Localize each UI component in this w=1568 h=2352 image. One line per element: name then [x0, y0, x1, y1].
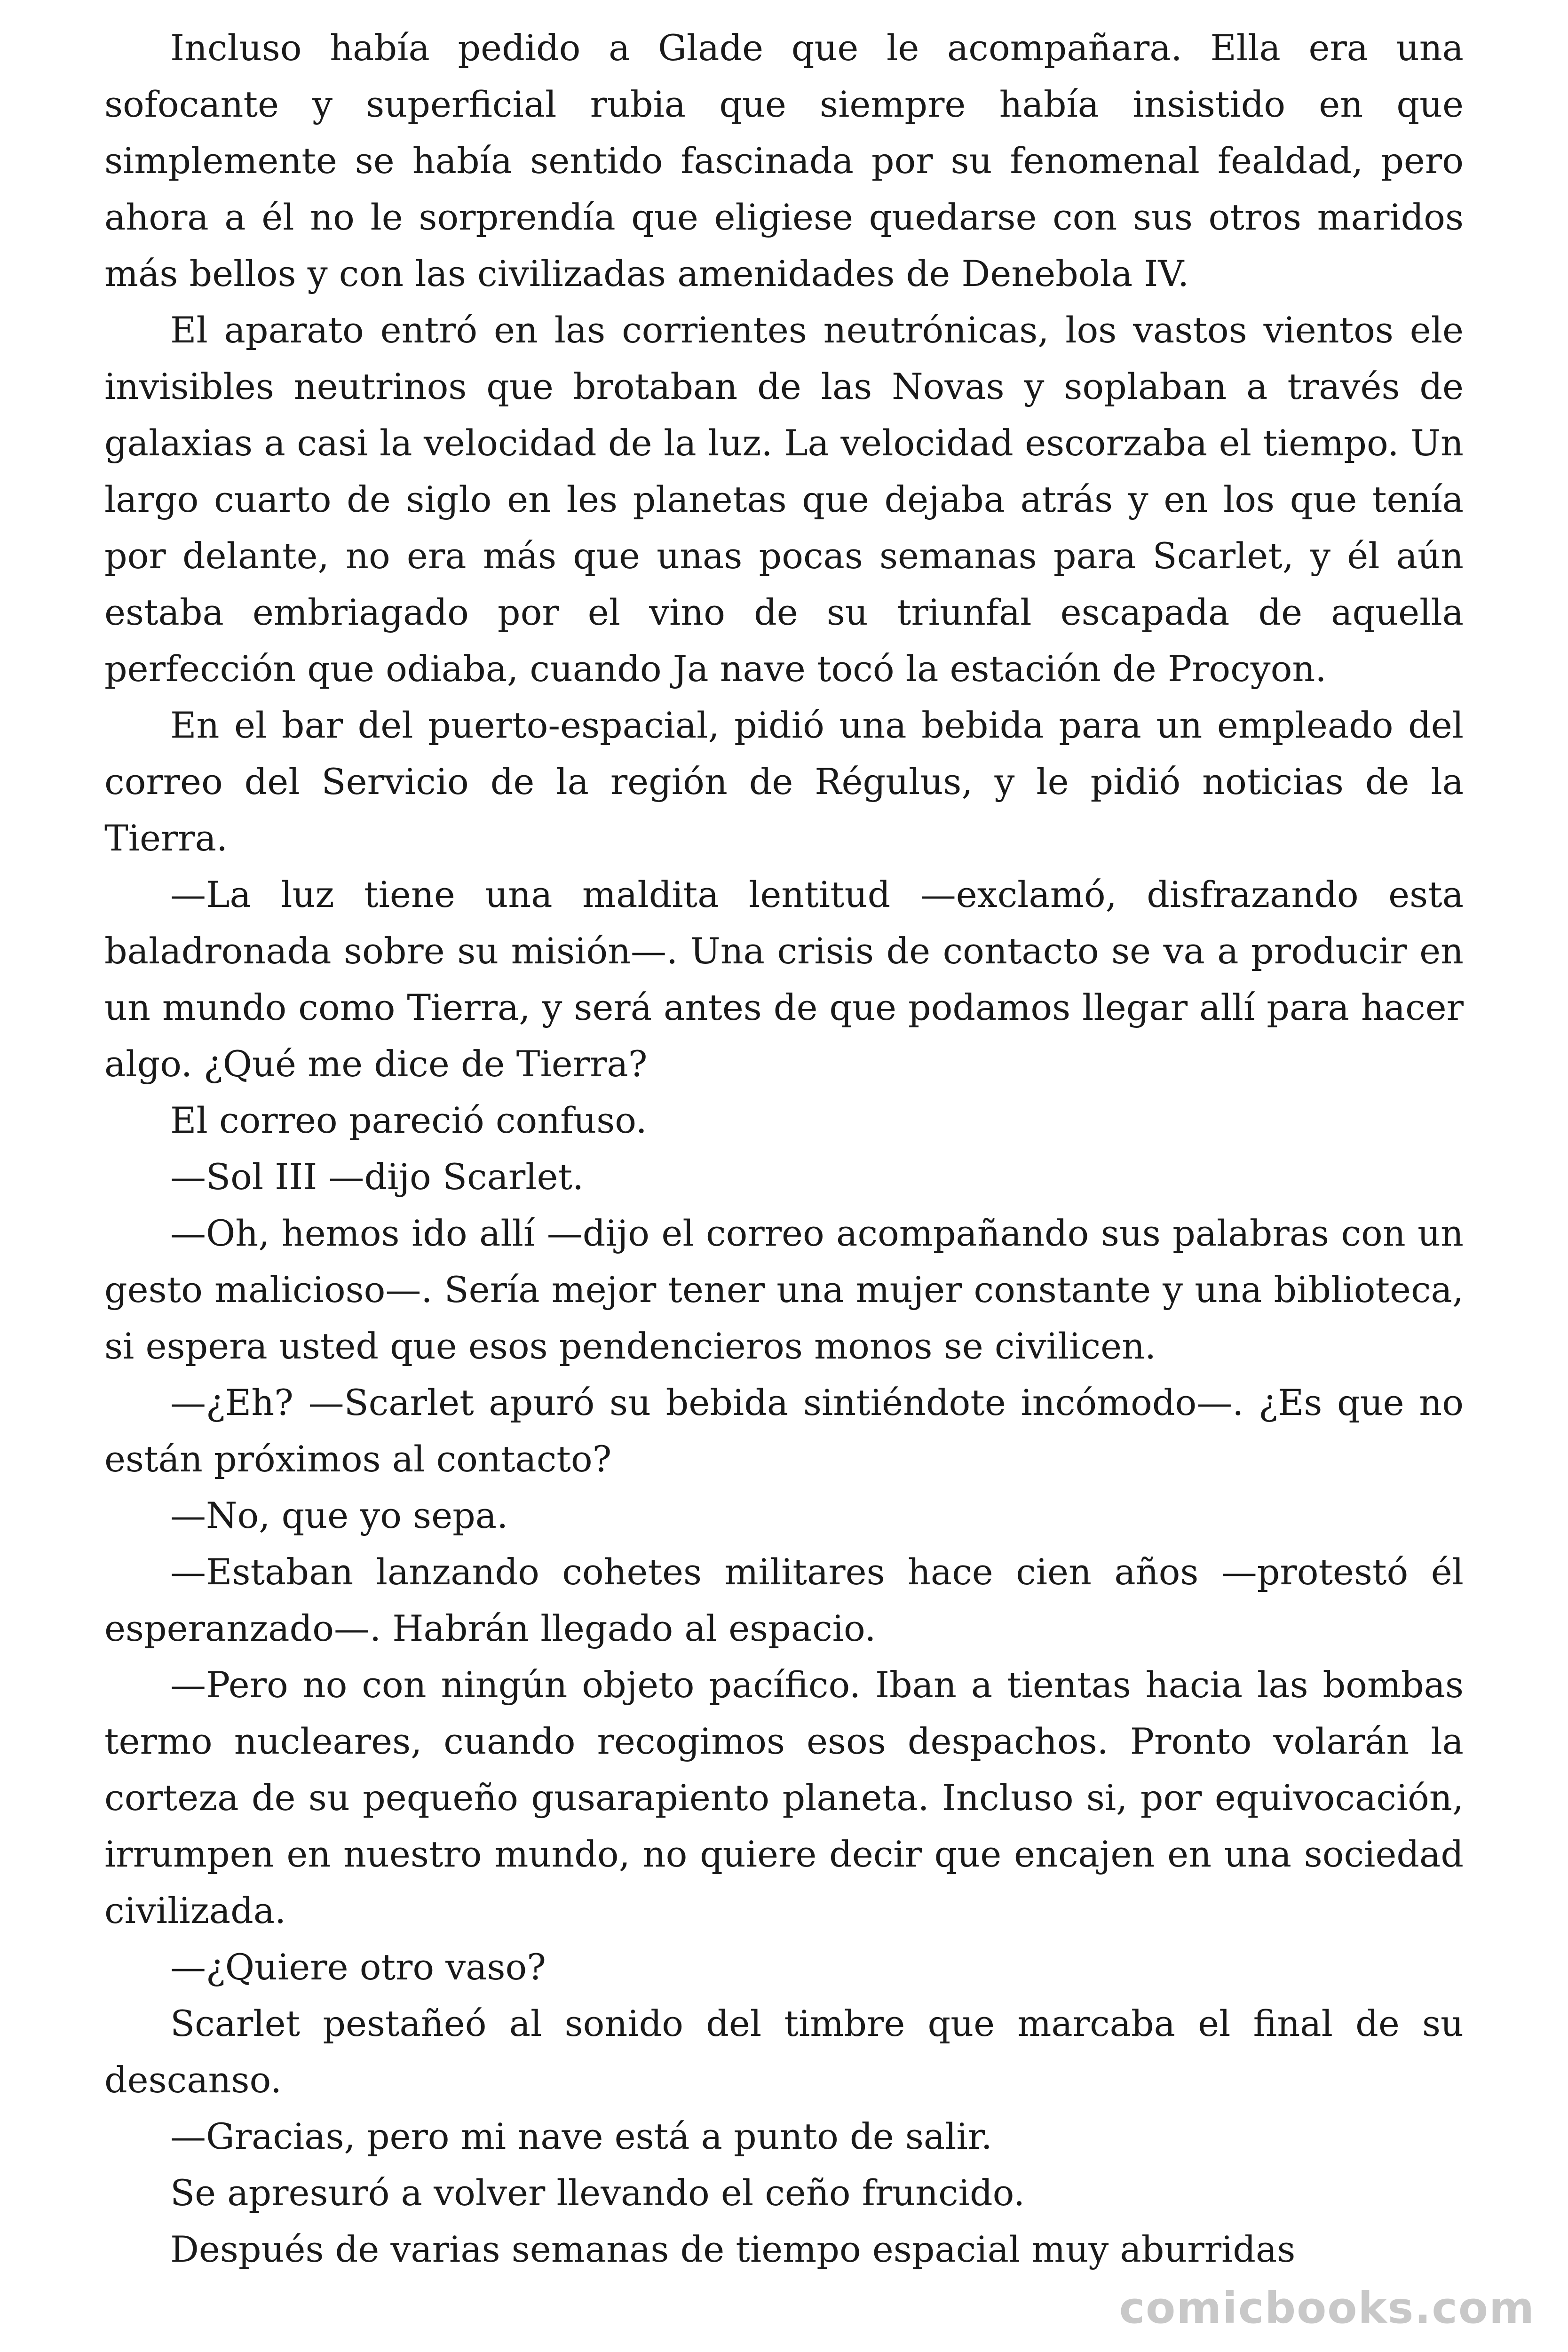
paragraph: El aparato entró en las corrientes neutrónicas, los vastos vientos ele invisibles neutrinos que brotaban de las Novas y soplaban a través de galaxias a casi la velocidad de la luz. La velocidad escorzaba el tiempo. Un largo cuarto de siglo en les planetas que dejaba atrás y en los que tenía por delante, no era más que unas pocas semanas para Scarlet, y él aún estaba embriagado por el vino de su triunfal escapada de aquella perfección que odiaba, cuando Ja nave tocó la estación de Procyon.	[104, 309, 1464, 690]
paragraph: Incluso había pedido a Glade que le acompañara. Ella era una sofocante y superficial rubia que siempre había insistido en que simplemente se había sentido fascinada por su fenomenal fealdad, pero ahora a él no le sorprendía que eligiese quedarse con sus otros maridos más bellos y con las civilizadas amenidades de Denebola IV.	[104, 27, 1464, 294]
paragraph: —La luz tiene una maldita lentitud —exclamó, disfrazando esta baladronada sobre su misión—. Una crisis de contacto se va a producir en un mundo como Tierra, y será antes de que podamos llegar allí para hacer algo. ¿Qué me dice de Tierra?	[104, 874, 1464, 1085]
paragraph: Se apresuró a volver llevando el ceño fruncido.	[170, 2172, 1025, 2214]
paragraph: —Sol III —dijo Scarlet.	[170, 1156, 584, 1198]
paragraph: —¿Eh? —Scarlet apuró su bebida sintiéndote incómodo—. ¿Es que no están próximos al contacto?	[104, 1382, 1464, 1480]
paragraph: —Gracias, pero mi nave está a punto de salir.	[170, 2115, 992, 2157]
paragraph: —Oh, hemos ido allí —dijo el correo acompañando sus palabras con un gesto malicioso—. Sería mejor tener una mujer constante y una biblioteca, si espera usted que esos pendencieros monos se civilicen.	[104, 1212, 1464, 1367]
paragraph: —No, que yo sepa.	[170, 1494, 508, 1536]
paragraph: El correo pareció confuso.	[170, 1099, 647, 1141]
paragraph: Scarlet pestañeó al sonido del timbre que marcaba el final de su descanso.	[104, 2002, 1464, 2101]
watermark: comicbooks.com	[1119, 2283, 1535, 2333]
paragraph: —Estaban lanzando cohetes militares hace cien años —protestó él esperanzado—. Habrán llegado al espacio.	[104, 1551, 1464, 1649]
paragraph: Después de varias semanas de tiempo espacial muy aburridas	[170, 2228, 1296, 2270]
paragraph: —¿Quiere otro vaso?	[170, 1946, 546, 1988]
paragraph: En el bar del puerto-espacial, pidió una bebida para un empleado del correo del Servicio de la región de Régulus, y le pidió noticias de la Tierra.	[104, 704, 1464, 859]
paragraph: —Pero no con ningún objeto pacífico. Iban a tientas hacia las bombas termo nucleares, cuando recogimos esos despachos. Pronto volarán la corteza de su pequeño gusarapiento planeta. Incluso si, por equivocación, irrumpen en nuestro mundo, no quiere decir que encajen en una sociedad civilizada.	[104, 1664, 1464, 1931]
page-text	[104, 20, 1464, 2278]
